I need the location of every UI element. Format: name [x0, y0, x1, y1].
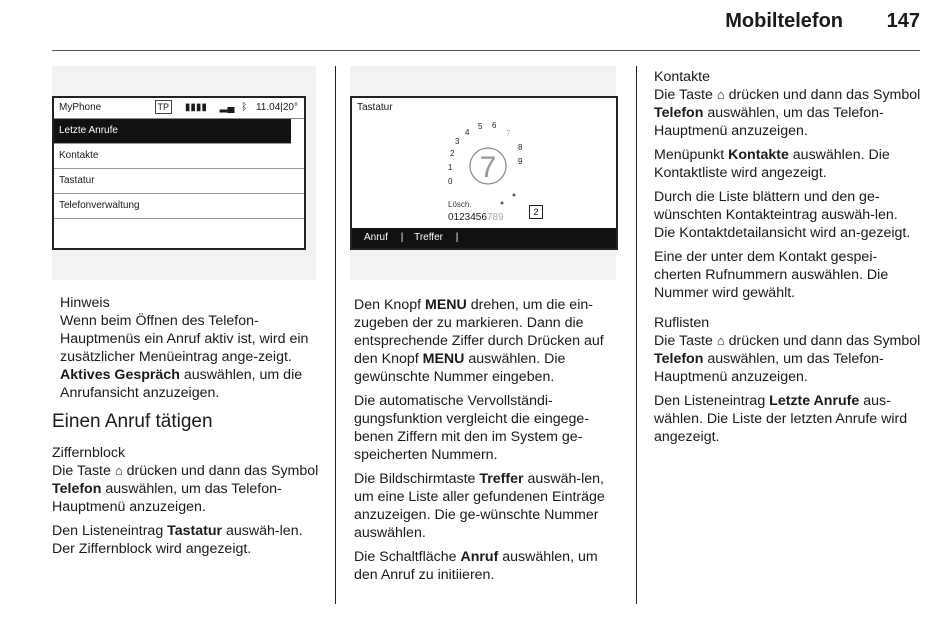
subheading-contacts: Kontakte	[654, 69, 711, 85]
paragraph: Die Taste ⌂ drücken und dann das Symbol Telefon auswählen, um das Telefon-Hauptmenü anzuzeigen.	[654, 87, 921, 139]
battery-icon: ▮▮▮▮	[184, 102, 207, 113]
menu-item[interactable]: Kontakte	[54, 144, 304, 169]
page-number: 147	[886, 10, 920, 32]
keypad-screen	[350, 96, 618, 250]
column-1	[52, 294, 320, 564]
home-key-icon: ⌂	[716, 87, 725, 102]
dial-dot	[501, 202, 504, 205]
entered-number	[448, 212, 504, 223]
dial-digit[interactable]: 9	[518, 157, 523, 166]
dial-digit[interactable]: 7	[506, 129, 511, 138]
section-heading: Einen Anruf tätigen	[52, 411, 213, 432]
column-divider-2	[636, 66, 637, 604]
header-rule	[52, 50, 920, 51]
match-count-badge: 2	[529, 205, 543, 219]
paragraph: Die Taste ⌂ drücken und dann das Symbol Telefon auswählen, um das Telefon-Hauptmenü anzuzeigen.	[52, 463, 319, 515]
menu-item[interactable]: Telefonverwaltung	[54, 194, 304, 219]
dial-wheel	[352, 98, 616, 228]
column-divider-1	[335, 66, 336, 604]
paragraph: Den Listeneintrag Tastatur auswäh-len. Der Ziffernblock wird angezeigt.	[52, 523, 303, 557]
menu-item[interactable]: Letzte Anrufe	[54, 119, 291, 144]
entered-digits: 0123456	[448, 212, 487, 223]
paragraph: Eine der unter dem Kontakt gespei-cherten Rufnummern auswählen. Die Nummer wird gewählt.	[654, 249, 889, 301]
subheading-keypad: Ziffernblock	[52, 445, 126, 461]
dial-digit[interactable]: 2	[450, 149, 455, 158]
keypad-bottom-bar	[352, 228, 616, 248]
paragraph: Den Listeneintrag Letzte Anrufe aus-wählen. Die Liste der letzten Anrufe wird angezeigt.	[654, 393, 908, 445]
paragraph: Die Taste ⌂ drücken und dann das Symbol Telefon auswählen, um das Telefon-Hauptmenü anzuzeigen.	[654, 333, 921, 385]
section-title: Mobiltelefon	[725, 10, 843, 32]
paragraph: Die Bildschirmtaste Treffer auswäh-len, um eine Liste aller gefundenen Einträge anzuzeigen. Die ge-wünschte Nummer auswählen.	[354, 471, 605, 541]
keypad-title: Tastatur	[357, 102, 393, 113]
home-key-icon: ⌂	[716, 333, 725, 348]
signal-icon: ▂▄	[219, 102, 235, 113]
home-key-icon: ⌂	[114, 463, 123, 478]
subheading-call-lists: Ruflisten	[654, 315, 710, 331]
tp-indicator: TP	[155, 100, 173, 114]
paragraph: Die Schaltfläche Anruf auswählen, um den Anruf zu initiieren.	[354, 549, 598, 583]
clock-temp: 11.04|20°	[255, 102, 298, 113]
bluetooth-icon: ᛒ	[241, 102, 248, 113]
dial-digit[interactable]: 8	[518, 143, 523, 152]
app-title: MyPhone	[59, 102, 102, 113]
column-3	[654, 68, 922, 452]
dial-digit[interactable]: 4	[465, 128, 470, 137]
delete-label: Lösch.	[448, 200, 472, 209]
call-button[interactable]: Anruf	[364, 232, 388, 243]
page-header	[0, 0, 950, 52]
screen-titlebar	[54, 98, 304, 119]
dial-digit[interactable]: 3	[455, 137, 460, 146]
dial-digit[interactable]: 6	[492, 121, 497, 130]
note-title: Hinweis	[60, 295, 110, 311]
paragraph: Menüpunkt Kontakte auswählen. Die Kontaktliste wird angezeigt.	[654, 147, 890, 181]
paragraph: Den Knopf MENU drehen, um die ein-zugeben der zu markieren. Dann die entsprechende Ziffer durch Drücken auf den Knopf MENU auswählen. Die gewünschte Nummer eingeben.	[354, 297, 604, 385]
paragraph: Durch die Liste blättern und den ge-wünschten Kontakteintrag auswäh-len. Die Kontaktdetailansicht wird an-gezeigt.	[654, 189, 911, 241]
status-bar	[155, 98, 298, 118]
phone-menu-list	[54, 119, 304, 219]
dial-center-digit: 7	[479, 151, 497, 184]
dial-digit[interactable]: 0	[448, 177, 453, 186]
dial-digit[interactable]: 1	[448, 163, 453, 172]
dial-dot	[513, 194, 516, 197]
menu-item[interactable]: Tastatur	[54, 169, 304, 194]
phone-menu-screen	[52, 96, 306, 250]
bar-separator: |	[400, 232, 404, 243]
bar-separator: |	[455, 232, 459, 243]
matches-button[interactable]: Treffer	[414, 232, 443, 243]
paragraph: Die automatische Vervollständi-gungsfunktion vergleicht die eingege-benen Ziffern mit den im System ge-speicherten Nummern.	[354, 393, 590, 463]
column-2	[354, 296, 620, 590]
note-text: Wenn beim Öffnen des Telefon-Hauptmenüs ein Anruf aktiv ist, wird ein zusätzlicher Menüeintrag ange-zeigt. Aktives Gespräch auswählen, um die Anrufansicht anzuzeigen.	[60, 313, 309, 401]
note-box	[52, 294, 320, 402]
dial-digit[interactable]: 5	[478, 122, 483, 131]
predicted-digits: 789	[486, 212, 504, 223]
